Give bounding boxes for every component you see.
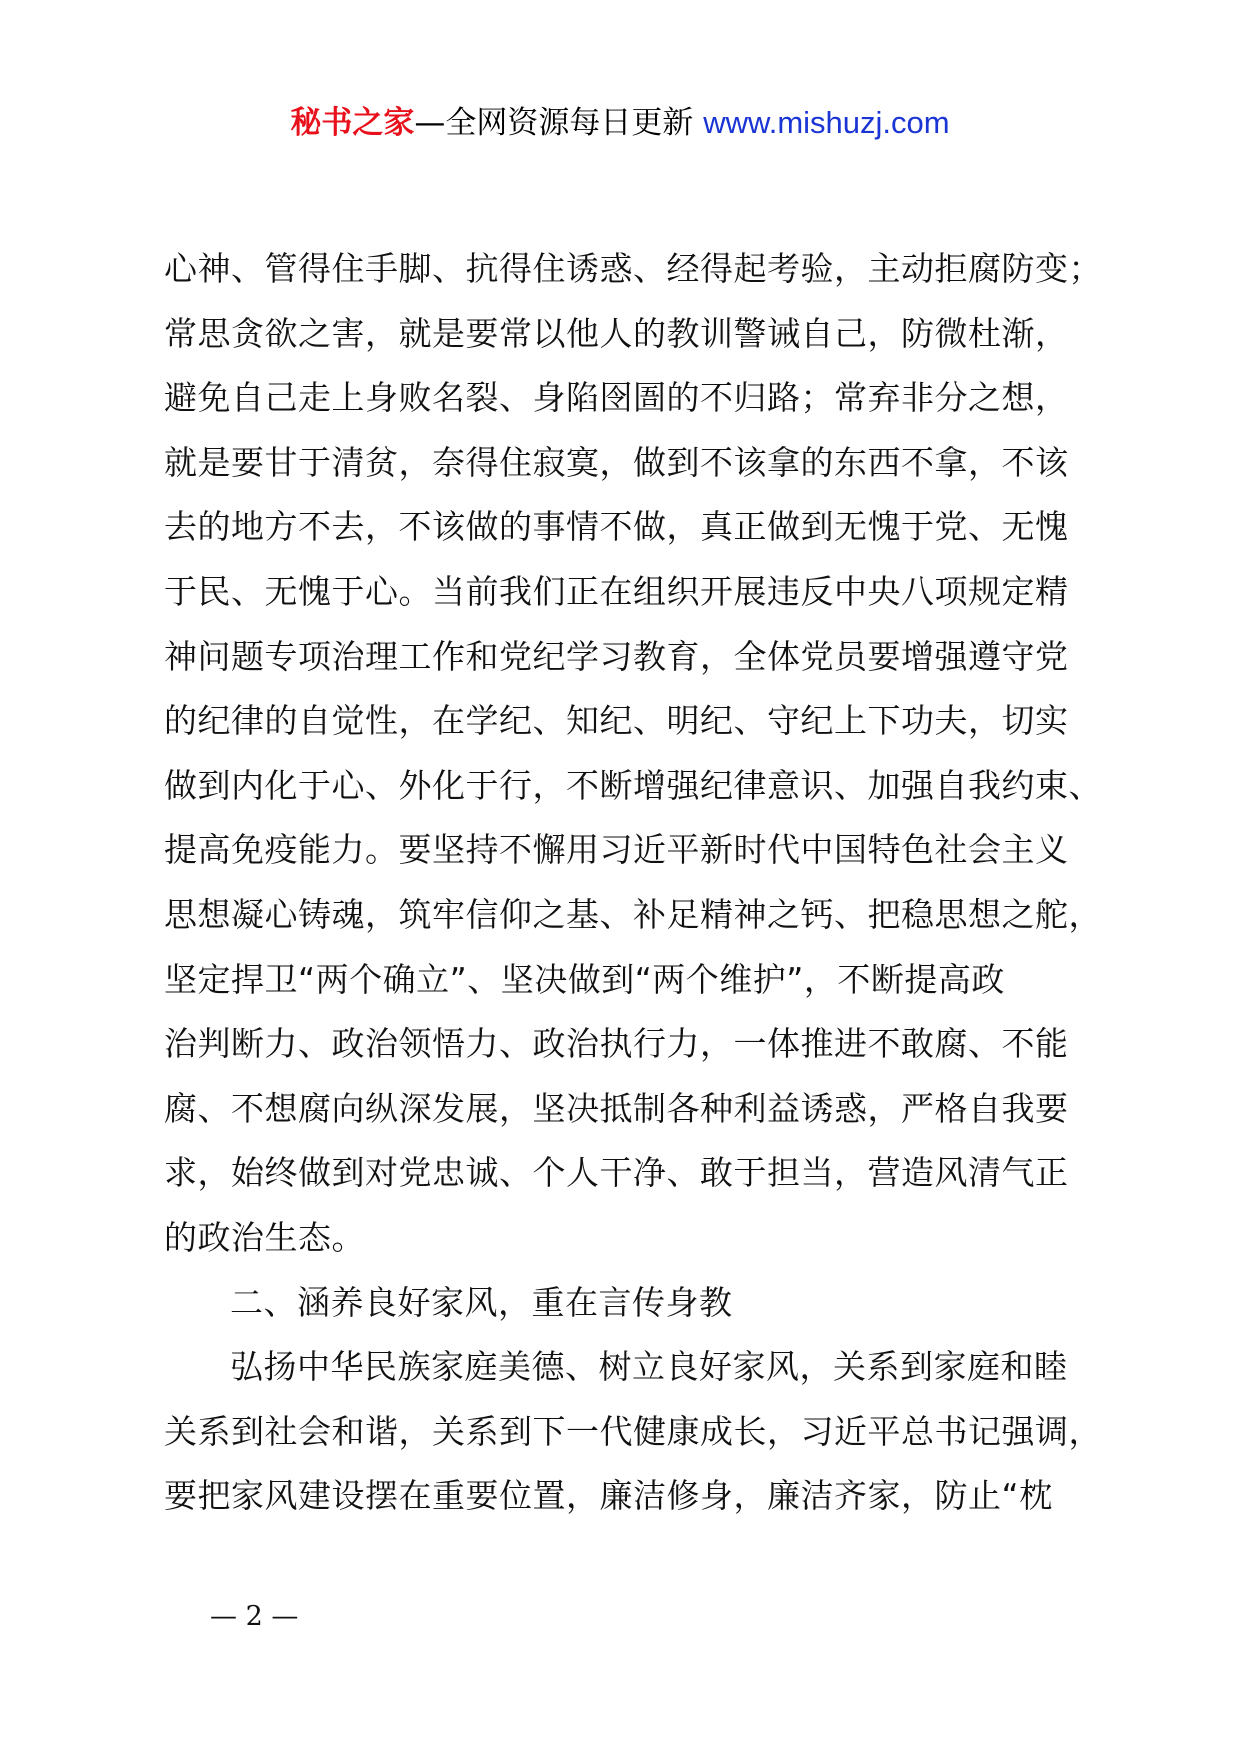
- body-line: 的政治生态。: [164, 1217, 365, 1257]
- body-line: 治判断力、政治领悟力、政治执行力，一体推进不敢腐、不能: [164, 1024, 1069, 1064]
- paragraph-line: 弘扬中华民族家庭美德、树立良好家风，关系到家庭和睦: [230, 1347, 1068, 1387]
- body-line: 于民、无愧于心。当前我们正在组织开展违反中央八项规定精: [164, 571, 1069, 611]
- body-line: 心神、管得住手脚、抗得住诱惑、经得起考验，主动拒腐防变；: [164, 249, 1102, 288]
- paragraph-line: 要把家风建设摆在重要位置，廉洁修身，廉洁齐家，防止“枕: [164, 1476, 1053, 1516]
- document-body: [164, 237, 1124, 1529]
- body-line: 的纪律的自觉性，在学纪、知纪、明纪、守纪上下功夫，切实: [164, 701, 1069, 741]
- site-header: [0, 100, 1240, 146]
- brand-name: 秘书之家: [290, 105, 415, 141]
- paragraph-line: 关系到社会和谐，关系到下一代健康成长，习近平总书记强调，: [164, 1411, 1102, 1451]
- body-line: 求，始终做到对党忠诚、个人干净、敢于担当，营造风清气正: [164, 1153, 1069, 1193]
- body-line: 神问题专项治理工作和党纪学习教育，全体党员要增强遵守党: [164, 636, 1069, 676]
- body-line: 提高免疫能力。要坚持不懈用习近平新时代中国特色社会主义: [164, 830, 1069, 870]
- header-tagline: —全网资源每日更新: [414, 105, 704, 141]
- body-line: 腐、不想腐向纵深发展，坚决抵制各种利益诱惑，严格自我要: [164, 1088, 1069, 1128]
- header-url[interactable]: www.mishuzj.com: [703, 105, 950, 140]
- body-line: 坚定捍卫“两个确立”、坚决做到“两个维护”，不断提高政: [164, 959, 1005, 999]
- body-line: 常思贪欲之害，就是要常以他人的教训警诫自己，防微杜渐，: [164, 313, 1069, 353]
- section-heading: 二、涵养良好家风，重在言传身教: [230, 1282, 733, 1322]
- page-number: — 2 —: [210, 1601, 299, 1632]
- body-line: 就是要甘于清贫，奈得住寂寞，做到不该拿的东西不拿，不该: [164, 442, 1069, 482]
- body-line: 避免自己走上身败名裂、身陷囹圄的不归路；常弃非分之想，: [164, 378, 1069, 418]
- body-line: 做到内化于心、外化于行，不断增强纪律意识、加强自我约束、: [164, 765, 1102, 805]
- body-line: 思想凝心铸魂，筑牢信仰之基、补足精神之钙、把稳思想之舵，: [164, 894, 1102, 934]
- body-line: 去的地方不去，不该做的事情不做，真正做到无愧于党、无愧: [164, 507, 1069, 547]
